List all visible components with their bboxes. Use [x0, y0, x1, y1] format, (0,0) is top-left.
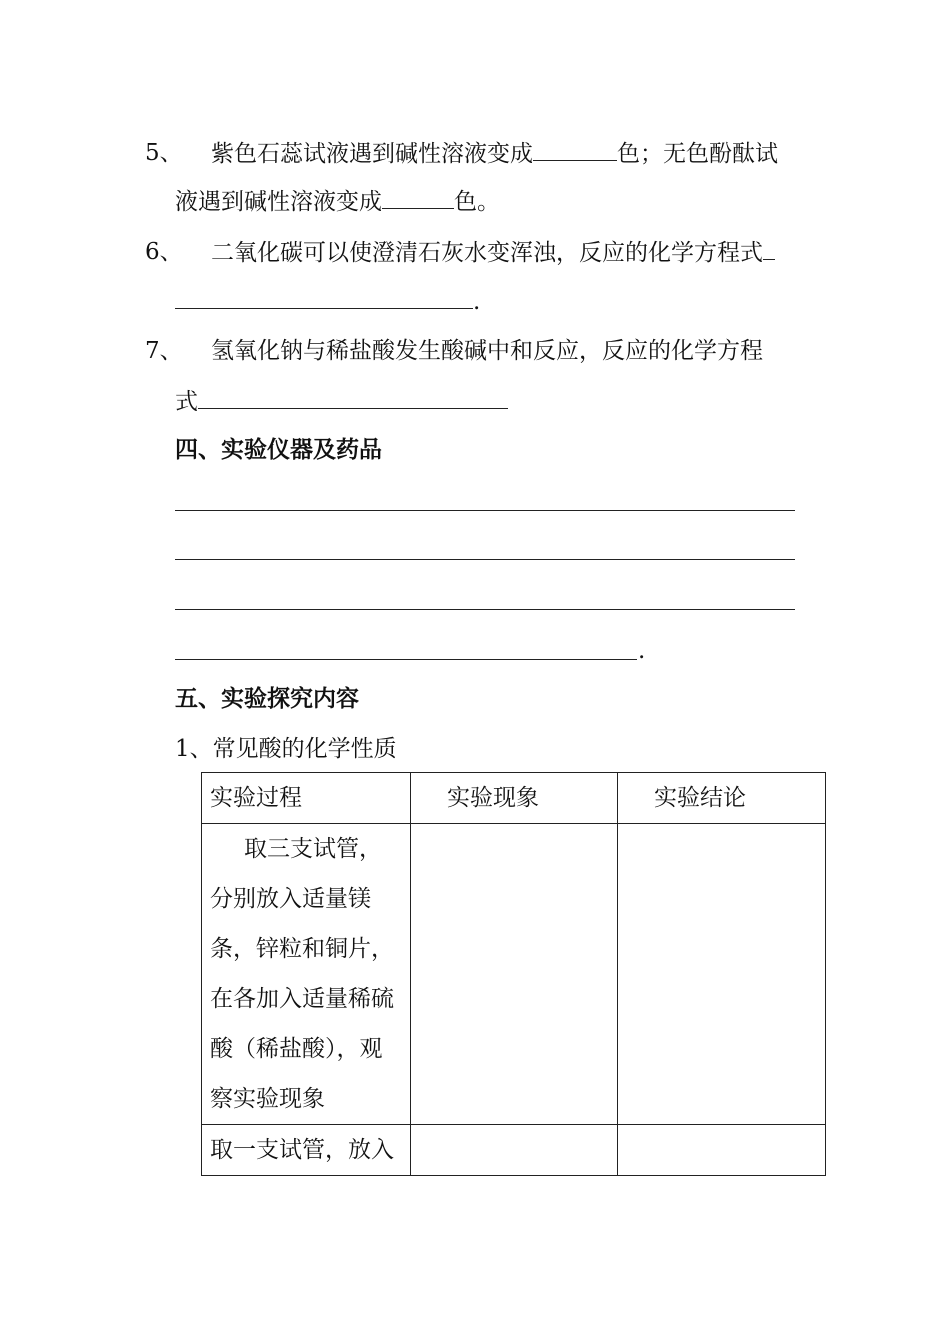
question-6-text-a: 二氧化碳可以使澄清石灰水变浑浊，反应的化学方程式 [211, 240, 763, 266]
question-5-line1 [211, 138, 778, 169]
section-5-title: 五、实验探究内容 [175, 686, 359, 712]
table-row [202, 1125, 826, 1176]
cell-conclusion[interactable] [618, 1125, 826, 1176]
header-process: 实验过程 [202, 773, 411, 824]
question-5-number: 5、 [145, 140, 183, 166]
cell-conclusion[interactable] [618, 824, 826, 1125]
question-6-line2 [175, 286, 480, 317]
question-7-line2 [175, 386, 508, 417]
section-4-title: 四、实验仪器及药品 [175, 437, 382, 463]
question-7-line1 [211, 336, 763, 366]
cell-phenomenon[interactable] [411, 824, 618, 1125]
process-text: 取一支试管，放入 [210, 1137, 394, 1163]
process-text: 取三支试管，分别放入适量镁条，锌粒和铜片，在各加入适量稀硫酸（稀盐酸），观察实验现象 [210, 836, 394, 1112]
answer-line[interactable] [175, 510, 795, 511]
question-5-line2 [175, 186, 500, 217]
cell-process [202, 1125, 411, 1176]
table-header-row [202, 773, 826, 824]
table-row [202, 824, 826, 1125]
answer-blank[interactable] [382, 186, 454, 209]
question-7-text-a: 氢氧化钠与稀盐酸发生酸碱中和反应，反应的化学方程 [211, 338, 763, 364]
answer-blank[interactable] [533, 138, 617, 161]
cell-process [202, 824, 411, 1125]
question-5-text-a: 紫色石蕊试液遇到碱性溶液变成 [211, 141, 533, 167]
header-phenomenon: 实验现象 [411, 773, 618, 824]
answer-blank[interactable] [175, 286, 473, 309]
question-6-number: 6、 [145, 239, 183, 265]
answer-blank[interactable] [198, 386, 508, 409]
cell-phenomenon[interactable] [411, 1125, 618, 1176]
question-5-text-d: 色。 [454, 189, 500, 215]
question-7-number: 7、 [145, 338, 183, 364]
experiment-table [201, 772, 826, 1176]
section-5-subtitle: 1、常见酸的化学性质 [175, 736, 397, 762]
answer-blank[interactable] [763, 237, 775, 260]
answer-line[interactable] [175, 609, 795, 610]
question-6-end-mark: . [473, 289, 481, 315]
question-7-text-b: 式 [175, 389, 198, 415]
question-5-text-c: 液遇到碱性溶液变成 [175, 189, 382, 215]
header-conclusion: 实验结论 [618, 773, 826, 824]
section-4-end-mark: . [638, 638, 646, 664]
answer-line[interactable] [175, 659, 637, 660]
answer-line[interactable] [175, 559, 795, 560]
question-5-text-b: 色；无色酚酞试 [617, 141, 778, 167]
question-6-line1 [211, 237, 775, 268]
